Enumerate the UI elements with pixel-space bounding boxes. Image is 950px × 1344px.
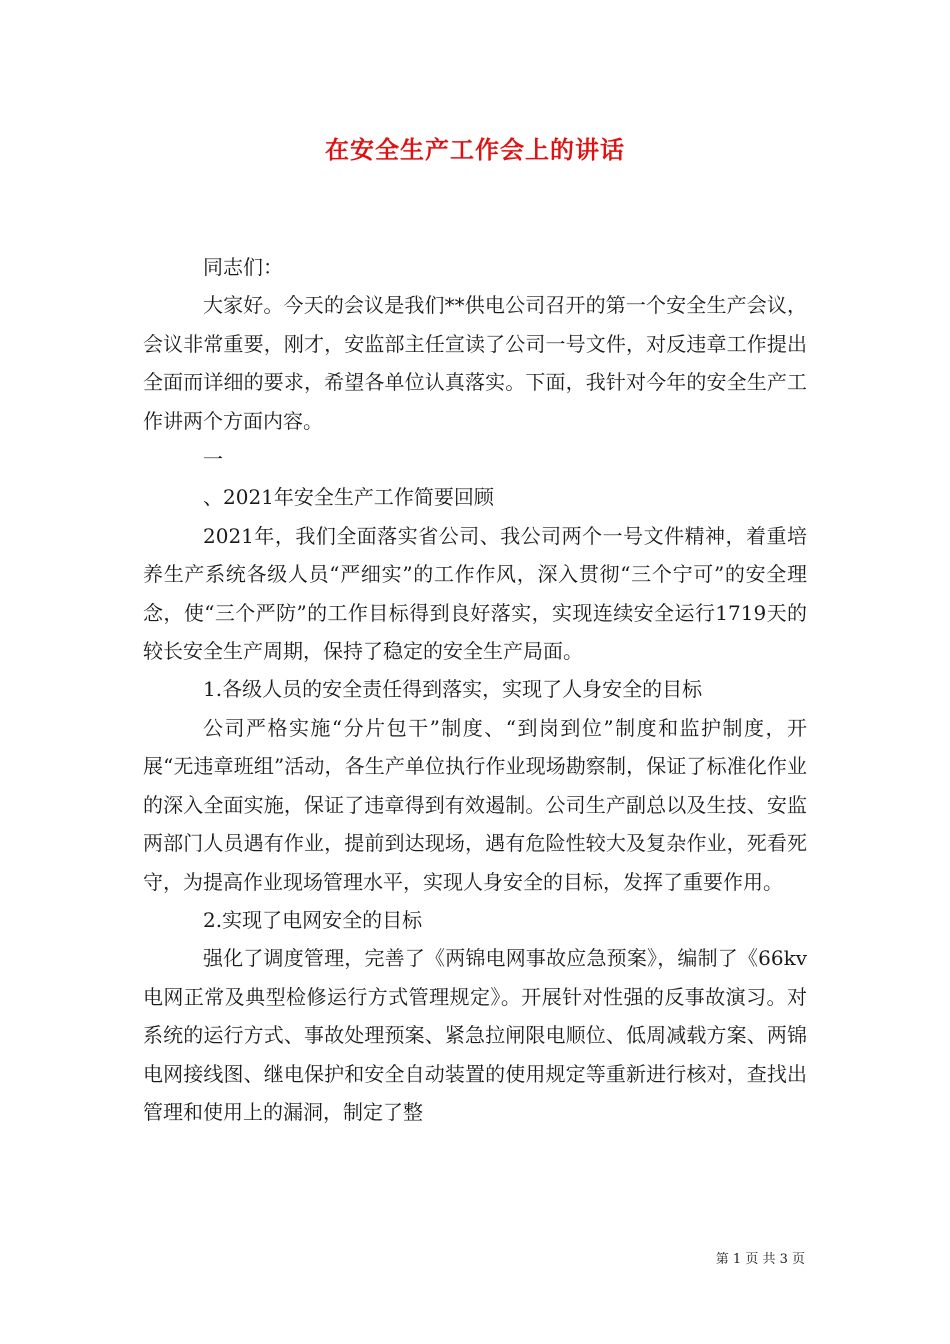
responsibility-paragraph: 公司严格实施“分片包干”制度、“到岗到位”制度和监护制度，开展“无违章班组”活动，各生产单位执行作业现场勘察制，保证了标准化作业的深入全面实施，保证了违章得到有效遏制。公司生产副总以及生技、安监两部门人员遇有作业，提前到达现场，遇有危险性较大及复杂作业，死看死守，为提高作业现场管理水平，实现人身安全的目标，发挥了重要作用。 xyxy=(143,715,807,894)
review-paragraph: 2021年，我们全面落实省公司、我公司两个一号文件精神，着重培养生产系统各级人员“严细实”的工作作风，深入贯彻“三个宁可”的安全理念，使“三个严防”的工作目标得到良好落实，实现连续安全运行1719天的较长安全生产周期，保持了稳定的安全生产局面。 xyxy=(143,523,807,664)
salutation-paragraph: 同志们： xyxy=(203,255,283,279)
document-body xyxy=(143,248,807,1131)
section-number: 一 xyxy=(203,447,223,472)
subheading-1: 1.各级人员的安全责任得到落实，实现了人身安全的目标 xyxy=(203,677,703,702)
intro-paragraph: 大家好。今天的会议是我们**供电公司召开的第一个安全生产会议，会议非常重要，刚才，安监部主任宣读了公司一号文件，对反违章工作提出全面而详细的要求，希望各单位认真落实。下面，我针对今年的安全生产工作讲两个方面内容。 xyxy=(143,293,807,433)
page-number: 第 1 页 共 3 页 xyxy=(715,1252,805,1267)
section-heading: 、2021年安全生产工作简要回顾 xyxy=(203,485,494,510)
grid-safety-paragraph: 强化了调度管理，完善了《两锦电网事故应急预案》，编制了《66kv电网正常及典型检修运行方式管理规定》。开展针对性强的反事故演习。对系统的运行方式、事故处理预案、紧急拉闸限电顺位、低周减载方案、两锦电网接线图、继电保护和安全自动装置的使用规定等重新进行核对，查找出管理和使用上的漏洞，制定了整 xyxy=(143,946,807,1124)
document-title: 在安全生产工作会上的讲话 xyxy=(325,135,625,164)
subheading-2: 2.实现了电网安全的目标 xyxy=(203,907,423,932)
